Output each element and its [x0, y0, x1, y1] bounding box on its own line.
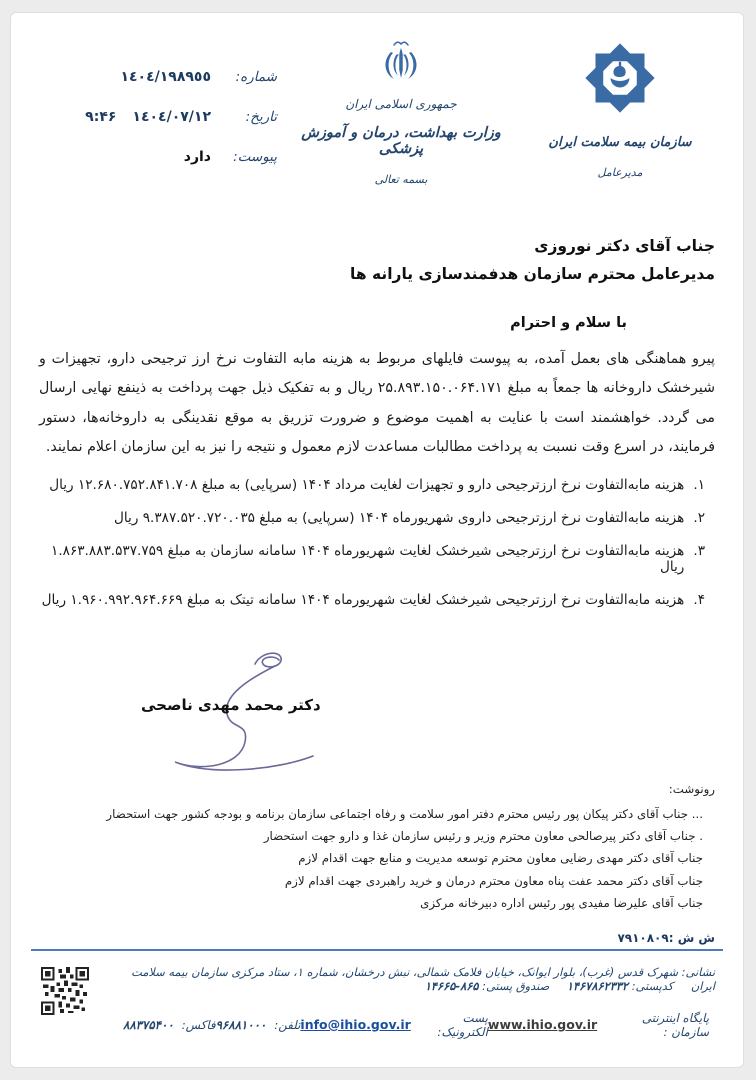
item-text: هزینه مابه‌التفاوت نرخ ارزترجیحی داروی شهریورماه ۱۴۰۴ (سرپایی) به مبلغ ۹.۳۸۷.۵۲۰.۷۲۰.۰۳۵ ریال — [114, 510, 685, 527]
greeting: با سلام و احترام — [510, 314, 627, 331]
letter-date-label: تاریخ: — [245, 109, 277, 125]
list-item — [39, 543, 705, 575]
letterhead — [39, 13, 715, 189]
po-box-label: صندوق پستی: — [482, 978, 550, 993]
signature-zone — [39, 644, 715, 776]
item-number: ۲. — [693, 510, 705, 527]
letterhead-ministry-block — [277, 35, 525, 189]
country-title: جمهوری اسلامی ایران — [345, 97, 457, 111]
org-name: سازمان بیمه سلامت ایران — [548, 135, 692, 150]
letter-attachment-row — [39, 149, 277, 165]
letter-time-value: ۹:۴۶ — [85, 109, 117, 125]
signer-name: دکتر محمد مهدی ناصحی — [141, 696, 321, 715]
letter-page — [10, 12, 744, 1068]
website-link[interactable]: www.ihio.gov.ir — [487, 1017, 598, 1033]
letter-number-row — [39, 69, 277, 85]
letter-attachment-value: دارد — [183, 149, 211, 165]
item-text: هزینه مابه‌التفاوت نرخ ارزترجیحی شیرخشک لغایت شهریورماه ۱۴۰۴ سامانه تیتک به مبلغ ۱.۹۶۰.۹۹۲.۹۶۴.۶۶۹ ریال — [41, 592, 685, 609]
ministry-title: وزارت بهداشت، درمان و آموزش پزشکی — [301, 125, 501, 157]
cc-block — [39, 778, 715, 914]
fax-value: ۸۸۳۷۵۴۰۰ — [123, 1017, 174, 1032]
cc-line: . جناب آقای دکتر پیرصالحی معاون محترم وزیر و رئیس سازمان غذا و دارو جهت استحضار — [263, 828, 703, 843]
org-role: مدیرعامل — [597, 166, 643, 179]
health-insurance-org-logo-icon — [577, 35, 663, 121]
item-number: ۱. — [693, 477, 705, 494]
besmele: بسمه تعالی — [374, 173, 428, 186]
postal-code-value: ۱۴۶۷۸۶۲۳۳۲ — [566, 978, 629, 993]
footer-address: نشانی: شهرک قدس (غرب)، بلوار ایوانک، خیابان فلامک شمالی، نبش درخشان، شماره ۱، ستاد مرکزی سازمان بیمه سلامت ایران — [131, 964, 715, 993]
letter-date-row — [39, 109, 277, 125]
cc-label: رونوشت: — [668, 782, 715, 797]
recipient-block — [39, 233, 715, 289]
tracking-number — [39, 931, 715, 945]
item-number: ۴. — [693, 592, 705, 609]
list-item — [39, 510, 705, 526]
email-label: پست الکترونیک: — [437, 1010, 488, 1039]
letter-number-value: ١٤٠٤/١٩٨٩٥٥ — [120, 69, 211, 85]
item-text: هزینه مابه‌التفاوت نرخ ارزترجیحی شیرخشک لغایت شهریورماه ۱۴۰۴ سامانه سازمان به مبلغ ۱.۸۶۳.۸۸۳.۵۳۷.۷۵۹ ریال — [51, 543, 685, 576]
phone-label: تلفن: — [274, 1017, 301, 1032]
body-paragraph: پیرو هماهنگی های بعمل آمده، به پیوست فایلهای مربوط به هزینه مابه التفاوت نرخ ارز ترجیحی دارو، تجهیزات و شیرخشک داروخانه ها جمعاً به مبلغ ۲۵.۸۹۳.۱۵۰.۰۶۴.۱۷۱ ریال و به تفکیک ذیل جهت پرداخت به ذینفع نهایی ارسال می گردد. خواهشمند است با عنایت به اهمیت موضوع و ضرورت تزریق به موقع نقدینگی به داروخانه‌ها، دستور فرمایند، در اسرع وقت نسبت به پرداخت مطالبات مساعدت لازم معمول و نتیجه را نیز به این سازمان اعلام نمایند. — [39, 350, 716, 456]
cc-line: جناب آقای علیرضا مفیدی پور رئیس اداره دبیرخانه مرکزی — [420, 896, 703, 911]
cc-line: جناب آقای دکتر مهدی رضایی معاون محترم توسعه مدیریت و منابع جهت اقدام لازم — [298, 851, 703, 866]
email-link[interactable]: info@ihio.gov.ir — [300, 1017, 411, 1033]
list-item — [39, 592, 705, 608]
item-number: ۳. — [693, 543, 705, 560]
cc-line: ... جناب آقای دکتر پیکان پور رئیس محترم دفتر امور سلامت و رفاه اجتماعی سازمان برنامه و بودجه کشور جهت استحضار — [106, 806, 703, 821]
list-item — [39, 477, 705, 493]
recipient-title: مدیرعامل محترم سازمان هدفمندسازی یارانه ها — [350, 264, 715, 283]
letterhead-org-block — [525, 35, 715, 189]
cc-line: جناب آقای دکتر محمد عفت پناه معاون محترم درمان و خرید راهبردی جهت اقدام لازم — [284, 873, 703, 888]
recipient-name: جناب آقای دکتر نوروزی — [534, 237, 715, 255]
cost-items-list — [39, 477, 715, 608]
letter-attachment-label: پیوست: — [233, 149, 277, 165]
website-label: پایگاه اینترنتی سازمان : — [641, 1010, 709, 1039]
postal-code-label: کدپستی: — [631, 978, 674, 993]
tracking-value: ۷۹۱۰۸۰۹ — [617, 930, 669, 945]
fax-label: فاکس: — [181, 1017, 216, 1032]
po-box-value: ۱۴۶۶۵-۸۶۵ — [424, 978, 479, 993]
footer-contact-line — [39, 1011, 715, 1039]
tracking-label: ش ش : — [668, 930, 715, 945]
iran-emblem-icon — [376, 37, 426, 89]
letterhead-meta-block — [39, 35, 277, 189]
footer — [39, 951, 715, 1055]
footer-address-line — [39, 965, 715, 993]
letter-number-label: شماره: — [235, 69, 277, 85]
qr-code — [41, 967, 89, 1015]
phone-value: ۹۶۸۸۱۰۰۰ — [215, 1017, 267, 1032]
letter-date-value: ١٤٠٤/٠٧/١٢ — [132, 109, 211, 125]
item-text: هزینه مابه‌التفاوت نرخ ارزترجیحی دارو و تجهیزات لغایت مرداد ۱۴۰۴ (سرپایی) به مبلغ ۱۲.۶۸۰.۷۵۲.۸۴۱.۷۰۸ ریال — [49, 477, 685, 494]
